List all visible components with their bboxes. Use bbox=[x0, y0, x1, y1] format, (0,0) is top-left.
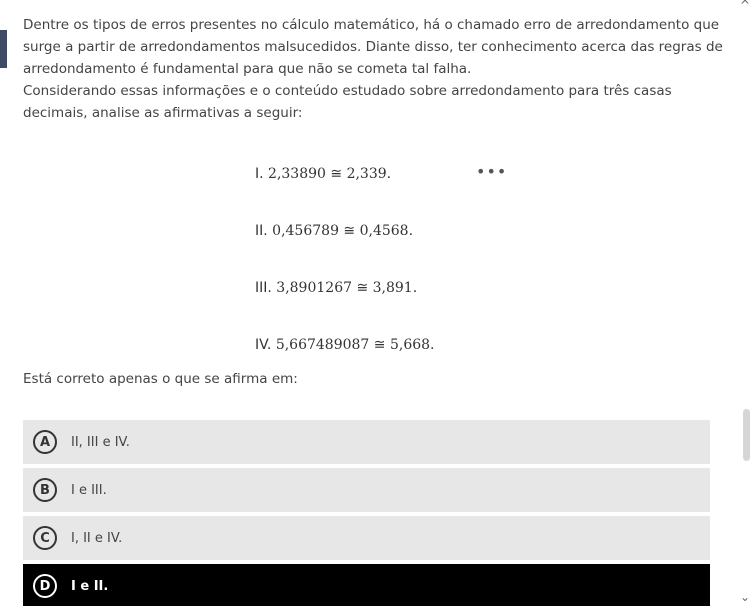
option-a-letter: A bbox=[33, 430, 57, 454]
option-c[interactable] bbox=[23, 516, 710, 560]
statement-3-number: III. bbox=[255, 280, 272, 296]
option-a-text: II, III e IV. bbox=[71, 434, 130, 450]
option-d-letter: D bbox=[33, 574, 57, 598]
statement-1-number: I. bbox=[255, 166, 264, 182]
side-tab-indicator[interactable] bbox=[0, 30, 7, 68]
statement-4-number: IV. bbox=[255, 337, 272, 353]
statement-2-expression: 0,456789 ≅ 0,4568. bbox=[272, 223, 414, 239]
option-d[interactable] bbox=[23, 564, 710, 606]
statement-1-expression: 2,33890 ≅ 2,339. bbox=[268, 166, 392, 182]
statement-3-expression: 3,8901267 ≅ 3,891. bbox=[276, 280, 418, 296]
more-options-icon[interactable]: ••• bbox=[476, 162, 508, 181]
answer-prompt: Está correto apenas o que se afirma em: bbox=[23, 371, 298, 387]
scroll-up-arrow-icon[interactable]: ^ bbox=[740, 0, 751, 12]
statement-4-expression: 5,667489087 ≅ 5,668. bbox=[275, 337, 435, 353]
statement-4 bbox=[255, 337, 435, 353]
statement-2-number: II. bbox=[255, 223, 268, 239]
statement-2 bbox=[255, 223, 413, 239]
option-c-text: I, II e IV. bbox=[71, 530, 123, 546]
option-b-letter: B bbox=[33, 478, 57, 502]
question-paragraph-2: Considerando essas informações e o conteúdo estudado sobre arredondamento para três casas decimais, analise as afirmativas a seguir: bbox=[23, 83, 672, 121]
option-a[interactable] bbox=[23, 420, 710, 464]
option-d-text: I e II. bbox=[71, 578, 109, 594]
statement-3 bbox=[255, 280, 417, 296]
option-b-text: I e III. bbox=[71, 482, 107, 498]
statement-1 bbox=[255, 166, 391, 182]
scroll-down-arrow-icon[interactable]: ⌄ bbox=[740, 590, 751, 604]
question-paragraph-1: Dentre os tipos de erros presentes no cálculo matemático, há o chamado erro de arredondamento que surge a partir de arredondamentos malsucedidos. Diante disso, ter conhecimento acerca das regras de arredondamento é fundamental para que não se cometa tal falha. bbox=[23, 17, 723, 77]
option-c-letter: C bbox=[33, 526, 57, 550]
question-text bbox=[23, 14, 723, 124]
option-b[interactable] bbox=[23, 468, 710, 512]
scrollbar-thumb[interactable] bbox=[743, 409, 750, 461]
